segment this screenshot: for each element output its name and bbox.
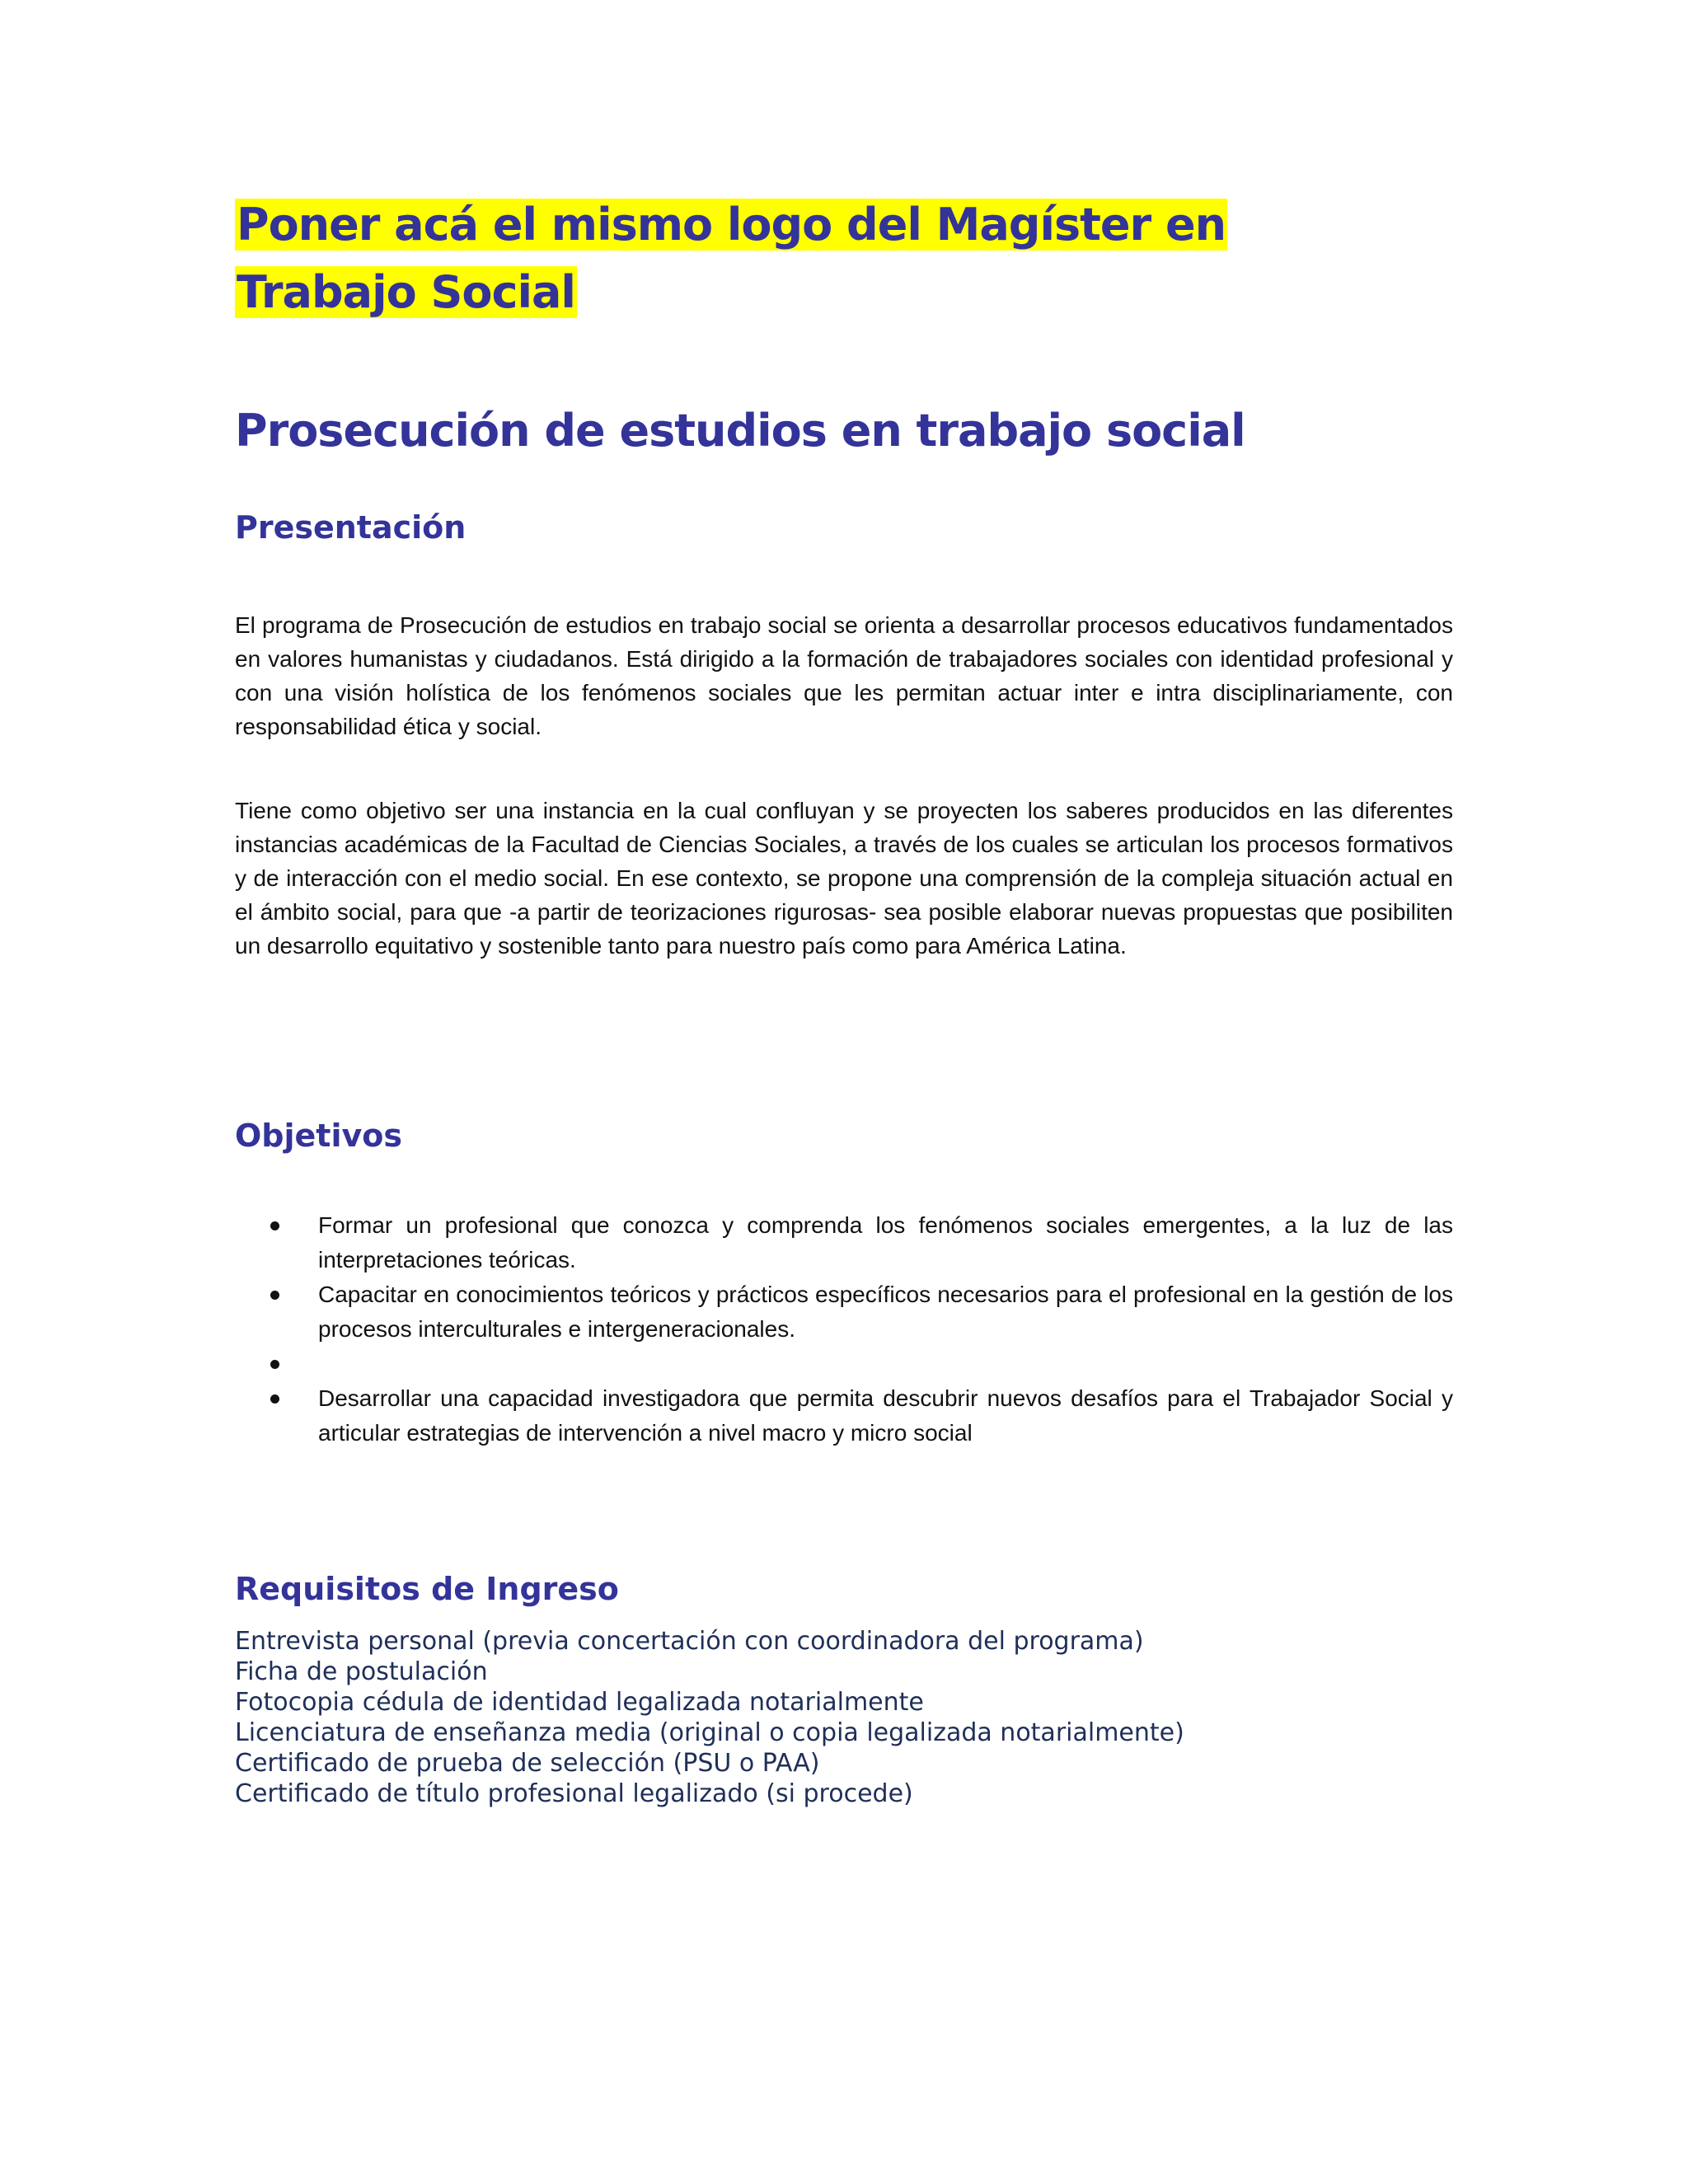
page-title: Prosecución de estudios en trabajo social: [235, 405, 1245, 457]
presentacion-heading: Presentación: [235, 509, 467, 546]
requisitos-heading: Requisitos de Ingreso: [235, 1571, 619, 1607]
logo-placeholder-heading: [235, 191, 1389, 326]
objetivos-list: [235, 1208, 1453, 1451]
objetivos-heading: Objetivos: [235, 1118, 402, 1154]
list-item: Ficha de postulación: [235, 1657, 488, 1686]
presentacion-paragraph-2: Tiene como objetivo ser una instancia en la cual confluyan y se proyecten los saberes producidos en las diferentes instancias académicas de la Facultad de Ciencias Sociales, a través de los cuales se articulan los procesos formativos y de interacción con el medio social. En ese contexto, se propone una comprensión de la compleja situación actual en el ámbito social, para que -a partir de teorizaciones rigurosas- sea posible elaborar nuevas propuestas que posibiliten un desarrollo equitativo y sostenible tanto para nuestro país como para América Latina.: [235, 798, 1453, 958]
list-item: Entrevista personal (previa concertación con coordinadora del programa): [235, 1627, 1144, 1656]
list-item: Certificado de prueba de selección (PSU o PAA): [235, 1749, 820, 1778]
list-item: Licenciatura de enseñanza media (original o copia legalizada notarialmente): [235, 1718, 1184, 1747]
list-item: [235, 1208, 1453, 1277]
bullet-icon: [270, 1221, 279, 1230]
requisitos-list: [235, 1626, 1184, 1809]
list-item: Fotocopia cédula de identidad legalizada notarialmente: [235, 1688, 924, 1717]
bullet-icon: [270, 1394, 279, 1404]
objetivo-text: Capacitar en conocimientos teóricos y prácticos específicos necesarios para el profesional en la gestión de los procesos interculturales e intergeneracionales.: [318, 1282, 1453, 1342]
presentacion-paragraph-1: El programa de Prosecución de estudios en trabajo social se orienta a desarrollar procesos educativos fundamentados en valores humanistas y ciudadanos. Está dirigido a la formación de trabajadores sociales con identidad profesional y con una visión holística de los fenómenos sociales que les permitan actuar inter e intra disciplinariamente, con responsabilidad ética y social.: [235, 612, 1453, 739]
list-item: [235, 1347, 1453, 1381]
list-item: Certificado de título profesional legalizado (si procede): [235, 1779, 913, 1808]
objetivo-text: Formar un profesional que conozca y comprenda los fenómenos sociales emergentes, a la luz de las interpretaciones teóricas.: [318, 1212, 1453, 1272]
objetivo-text: Desarrollar una capacidad investigadora que permita descubrir nuevos desafíos para el Trabajador Social y articular estrategias de intervención a nivel macro y micro social: [318, 1385, 1453, 1446]
bullet-icon: [270, 1291, 279, 1300]
logo-placeholder-text: Poner acá el mismo logo del Magíster en Trabajo Social: [237, 199, 1226, 318]
bullet-icon: [270, 1360, 279, 1369]
list-item: [235, 1277, 1453, 1347]
list-item: [235, 1381, 1453, 1451]
